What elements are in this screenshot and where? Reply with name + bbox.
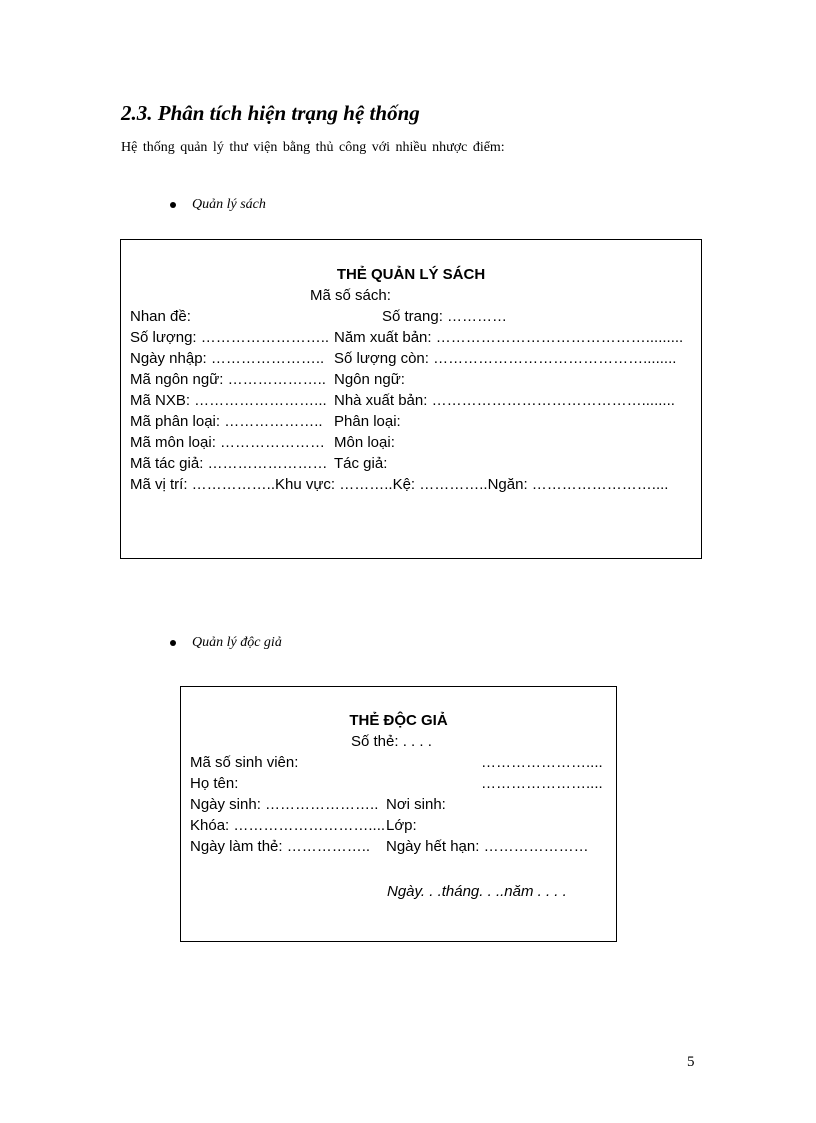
author-code-field: Mã tác giả: …………………… — [130, 455, 328, 472]
page-number: 5 — [687, 1054, 695, 1070]
classification-code-field: Mã phân loại: ……………….. — [130, 413, 323, 430]
expiry-date-field: Ngày hết hạn: ………………… — [386, 838, 589, 855]
date-of-birth-field: Ngày sinh: ………………….. — [190, 796, 379, 813]
language-field: Ngôn ngữ: — [334, 371, 405, 388]
bullet-label: Quản lý độc giả — [192, 635, 282, 650]
student-id-field: Mã số sinh viên: — [190, 754, 299, 771]
publication-year-field: Năm xuất bản: ……………………………………......... — [334, 329, 684, 346]
classification-field: Phân loại: — [334, 413, 401, 430]
issue-date-field: Ngày làm thẻ: …………….. — [190, 838, 371, 855]
course-field: Khóa: ……………………….... — [190, 817, 386, 834]
student-id-dots: ………………….... — [481, 754, 603, 771]
bullet-reader-management — [192, 635, 282, 651]
author-field: Tác giả: — [334, 455, 388, 472]
reader-card — [180, 686, 617, 942]
book-management-card — [120, 239, 702, 559]
page-count-field: Số trang: ………… — [382, 308, 508, 325]
import-date-field: Ngày nhập: ………………….. — [130, 350, 325, 367]
language-code-field: Mã ngôn ngữ: ……………….. — [130, 371, 326, 388]
quantity-field: Số lượng: …………………….. — [130, 329, 330, 346]
class-field: Lớp: — [386, 817, 417, 834]
section-heading: 2.3. Phân tích hiện trạng hệ thống — [121, 101, 420, 125]
bullet-book-management — [192, 197, 266, 213]
full-name-dots: ………………….... — [481, 775, 603, 792]
full-name-field: Họ tên: — [190, 775, 239, 792]
bullet-label: Quản lý sách — [192, 197, 266, 212]
book-code-field: Mã số sách: — [310, 287, 391, 304]
book-card-title: THẺ QUẢN LÝ SÁCH — [336, 266, 486, 283]
signature-date-line: Ngày. . .tháng. . ..năm . . . . — [387, 883, 567, 900]
publisher-code-field: Mã NXB: ……………………... — [130, 392, 327, 409]
location-line: Mã vị trí: ……………..Khu vực: ………..Kệ: …………..Ngăn: …………………….... — [130, 476, 669, 493]
bullet-dot-icon — [170, 640, 176, 646]
book-title-field: Nhan đề: — [130, 308, 191, 325]
remaining-quantity-field: Số lượng còn: ……………………………………........ — [334, 350, 677, 367]
publisher-field: Nhà xuất bản: ……………………………………........ — [334, 392, 675, 409]
birthplace-field: Nơi sinh: — [386, 796, 446, 813]
subject-code-field: Mã môn loại: ………………… — [130, 434, 326, 451]
card-number-field: Số thẻ: . . . . — [351, 733, 432, 750]
reader-card-title: THẺ ĐỘC GIẢ — [349, 712, 448, 729]
bullet-dot-icon — [170, 202, 176, 208]
subject-field: Môn loại: — [334, 434, 395, 451]
intro-paragraph: Hệ thống quản lý thư viện bằng thủ công với nhiều nhược điểm: — [121, 140, 505, 155]
